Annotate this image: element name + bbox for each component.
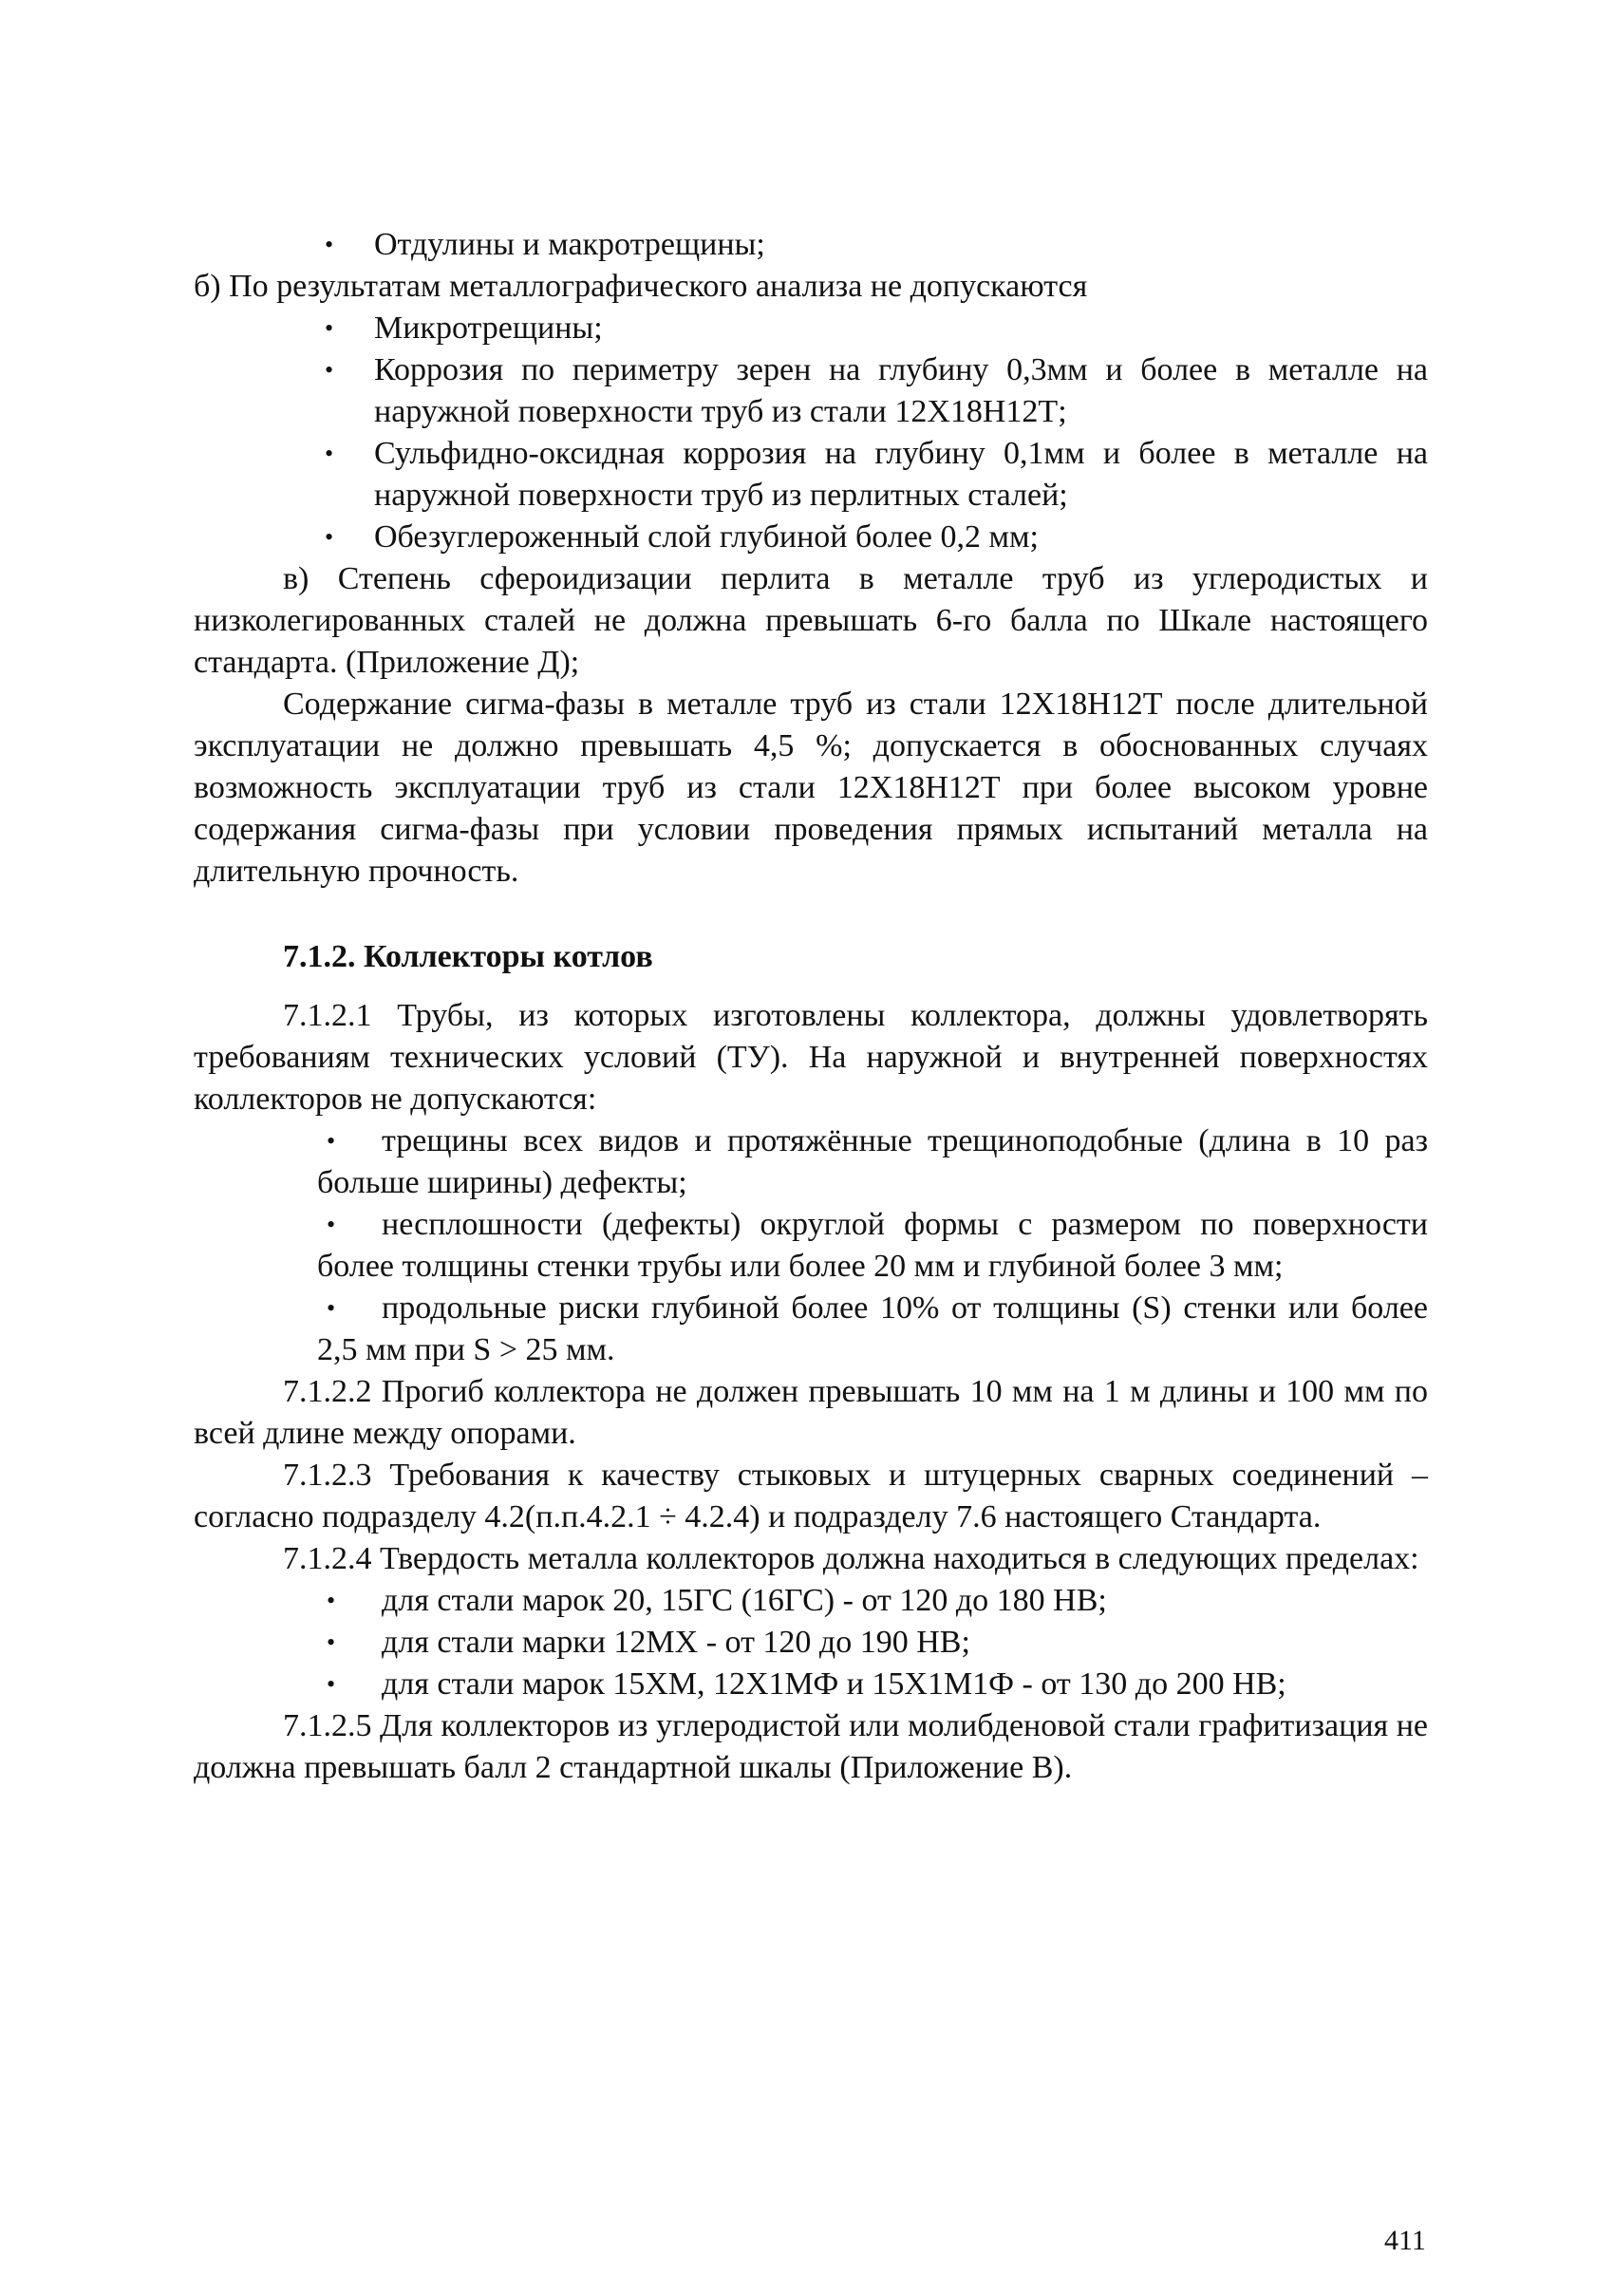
- paragraph-7-1-2-2: 7.1.2.2 Прогиб коллектора не должен превышать 10 мм на 1 м длины и 100 мм по всей длине между опорами.: [194, 1374, 1428, 1451]
- bullet-text: трещины всех видов и протяжённые трещиноподобные (длина в 10 раз больше ширины) дефекты;: [317, 1123, 1428, 1200]
- bullet-text: для стали марок 15ХМ, 12Х1МФ и 15Х1М1Ф - от 130 до 200 НВ;: [382, 1666, 1286, 1702]
- bullet-text: для стали марки 12МХ - от 120 до 190 НВ;: [382, 1625, 970, 1660]
- bullet-item: [194, 517, 1428, 558]
- bullet-dot: •: [325, 356, 334, 384]
- bullet-text: для стали марок 20, 15ГС (16ГС) - от 120 до 180 НВ;: [382, 1583, 1107, 1618]
- bullet-item: [194, 349, 1428, 433]
- bullet-dot: •: [327, 1211, 336, 1238]
- bullet-dot: •: [327, 1127, 336, 1155]
- bullet-item: [194, 308, 1428, 349]
- bullet-item: [194, 1580, 1428, 1622]
- bullet-dot: •: [325, 523, 334, 551]
- bullet-item: [194, 1664, 1428, 1705]
- bullet-dot: •: [325, 440, 334, 467]
- paragraph-7-1-2-5: 7.1.2.5 Для коллекторов из углеродистой или молибденовой стали графитизация не должна превышать балл 2 стандартной шкалы (Приложение В).: [194, 1708, 1428, 1785]
- paragraph-sigma-phase: Содержание сигма-фазы в металле труб из стали 12Х18Н12Т после длительной эксплуатации не должно превышать 4,5 %; допускается в обоснованных случаях возможность эксплуатации труб из стали 12Х18Н12Т при более высоком уровне содержания сигма-фазы при условии проведения прямых испытаний металла на длительную прочность.: [194, 687, 1428, 889]
- bullet-text: несплошности (дефекты) округлой формы с размером по поверхности более толщины стенки трубы или более 20 мм и глубиной более 3 мм;: [317, 1207, 1428, 1284]
- section-heading: 7.1.2. Коллекторы котлов: [283, 939, 653, 974]
- bullet-dot: •: [327, 1628, 336, 1656]
- bullet-text: Коррозия по периметру зерен на глубину 0,3мм и более в металле на наружной поверхности труб из стали 12Х18Н12Т;: [374, 352, 1428, 429]
- page-content: [194, 224, 1428, 1789]
- bullet-dot: •: [325, 314, 334, 342]
- bullet-text: продольные риски глубиной более 10% от толщины (S) стенки или более 2,5 мм при S > 25 мм.: [317, 1290, 1428, 1367]
- bullet-item: [194, 1120, 1428, 1204]
- page-number: 411: [1384, 2225, 1426, 2256]
- bullet-dot: •: [327, 1587, 336, 1614]
- bullet-text: Микротрещины;: [374, 311, 603, 346]
- paragraph-7-1-2-3: 7.1.2.3 Требования к качеству стыковых и штуцерных сварных соединений – согласно подразделу 4.2(п.п.4.2.1 ÷ 4.2.4) и подразделу 7.6 настоящего Стандарта.: [194, 1458, 1428, 1534]
- paragraph-b: б) По результатам металлографического анализа не допускаются: [194, 269, 1088, 304]
- bullet-text: Обезуглероженный слой глубиной более 0,2 мм;: [374, 519, 1039, 555]
- paragraph-7-1-2-4: 7.1.2.4 Твердость металла коллекторов должна находиться в следующих пределах:: [283, 1541, 1419, 1576]
- bullet-dot: •: [327, 1294, 336, 1322]
- bullet-item: [194, 433, 1428, 517]
- bullet-item: [194, 1204, 1428, 1288]
- bullet-text: Сульфидно-оксидная коррозия на глубину 0,1мм и более в металле на наружной поверхности труб из перлитных сталей;: [374, 436, 1428, 513]
- bullet-dot: •: [327, 1670, 336, 1698]
- bullet-dot: •: [325, 231, 334, 258]
- bullet-text: Отдулины и макротрещины;: [374, 227, 765, 262]
- bullet-item: [194, 224, 1428, 266]
- bullet-item: [194, 1288, 1428, 1371]
- paragraph-v: в) Степень сфероидизации перлита в металле труб из углеродистых и низколегированных сталей не должна превышать 6-го балла по Шкале настоящего стандарта. (Приложение Д);: [194, 561, 1428, 680]
- paragraph-7-1-2-1: 7.1.2.1 Трубы, из которых изготовлены коллектора, должны удовлетворять требованиям технических условий (ТУ). На наружной и внутренней поверхностях коллекторов не допускаются:: [194, 998, 1428, 1117]
- bullet-item: [194, 1622, 1428, 1664]
